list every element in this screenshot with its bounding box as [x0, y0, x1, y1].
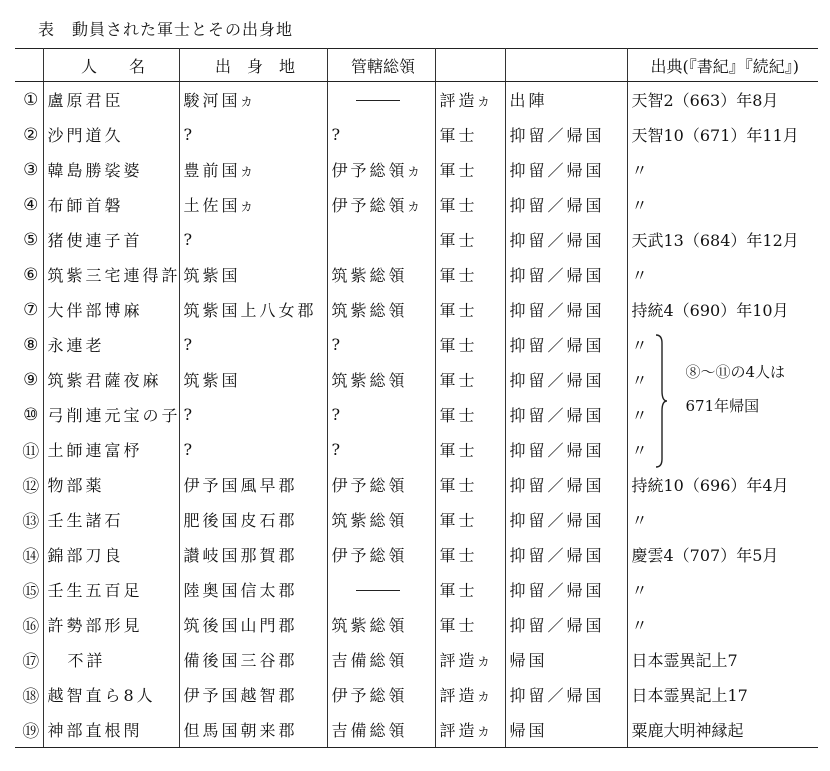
table-row — [15, 222, 818, 257]
sokan-cell — [327, 222, 435, 257]
table-row — [15, 677, 818, 712]
sokan-cell — [327, 397, 435, 432]
person-name: 許勢部形見 — [43, 607, 179, 642]
role-cell — [435, 537, 505, 572]
source-text: 〃 — [631, 196, 648, 215]
fate-cell: 抑留／帰国 — [505, 362, 627, 397]
sokan-text: 伊予総領 — [331, 686, 408, 705]
katakana-mark: カ — [240, 95, 256, 109]
role-text: 軍士 — [439, 406, 478, 425]
role-text: 評造 — [439, 686, 478, 705]
origin-text: 筑後国山門郡 — [183, 616, 298, 635]
sokan-cell — [327, 677, 435, 712]
sokan-text: 伊予総領 — [331, 546, 408, 565]
role-text: 軍士 — [439, 336, 478, 355]
source-cell — [627, 292, 818, 327]
source-text: 〃 — [631, 616, 648, 635]
dash-line — [356, 100, 400, 101]
fate-cell: 抑留／帰国 — [505, 327, 627, 362]
sokan-text: 伊予総領 — [331, 476, 408, 495]
origin-cell — [179, 82, 327, 118]
sokan-text: 筑紫総領 — [331, 266, 408, 285]
sokan-cell — [327, 327, 435, 362]
table-row — [15, 82, 818, 118]
header-role — [435, 49, 505, 82]
katakana-mark: カ — [477, 725, 493, 739]
katakana-mark: カ — [477, 95, 493, 109]
row-number: ⑮ — [15, 572, 43, 607]
role-cell — [435, 677, 505, 712]
origin-cell — [179, 292, 327, 327]
row-number: ① — [15, 82, 43, 118]
row-number: ⑫ — [15, 467, 43, 502]
soldiers-table — [15, 48, 818, 748]
role-cell — [435, 572, 505, 607]
sokan-text: 筑紫総領 — [331, 511, 408, 530]
origin-cell — [179, 502, 327, 537]
origin-text: 讃岐国那賀郡 — [183, 546, 298, 565]
origin-text: 肥後国皮石郡 — [183, 511, 298, 530]
source-cell — [627, 712, 818, 748]
sokan-text: 伊予総領 — [331, 161, 408, 180]
role-cell — [435, 187, 505, 222]
person-name: 越智直ら8人 — [43, 677, 179, 712]
origin-text: 伊予国風早郡 — [183, 476, 298, 495]
table-row — [15, 537, 818, 572]
source-text: 天智10（671）年11月 — [631, 126, 799, 145]
origin-cell — [179, 642, 327, 677]
role-cell — [435, 117, 505, 152]
fate-cell: 抑留／帰国 — [505, 467, 627, 502]
sokan-cell — [327, 257, 435, 292]
role-cell — [435, 327, 505, 362]
table-row — [15, 152, 818, 187]
source-cell — [627, 117, 818, 152]
note-line-2: 671年帰国 — [685, 397, 760, 415]
header-origin: 出 身 地 — [179, 49, 327, 82]
role-cell — [435, 432, 505, 467]
header-fate — [505, 49, 627, 82]
row-number: ⑩ — [15, 397, 43, 432]
source-cell — [627, 257, 818, 292]
dash-line — [356, 590, 400, 591]
origin-text: 伊予国越智郡 — [183, 686, 298, 705]
row-number: ⑤ — [15, 222, 43, 257]
person-name: 壬生諸石 — [43, 502, 179, 537]
sokan-text: ? — [331, 125, 344, 144]
origin-cell — [179, 572, 327, 607]
source-cell — [627, 82, 818, 118]
sokan-text: 筑紫総領 — [331, 301, 408, 320]
role-text: 評造 — [439, 721, 478, 740]
source-cell — [627, 222, 818, 257]
fate-cell: 帰国 — [505, 642, 627, 677]
source-text: 天武13（684）年12月 — [631, 231, 799, 250]
row-number: ⑬ — [15, 502, 43, 537]
source-text: 〃 — [631, 581, 648, 600]
fate-cell: 抑留／帰国 — [505, 117, 627, 152]
sokan-text: ? — [331, 335, 344, 354]
source-cell — [627, 572, 818, 607]
katakana-mark: カ — [240, 165, 256, 179]
origin-text: 備後国三谷郡 — [183, 651, 298, 670]
row-number: ⑯ — [15, 607, 43, 642]
person-name: 筑紫君薩夜麻 — [43, 362, 179, 397]
role-cell — [435, 467, 505, 502]
role-cell — [435, 642, 505, 677]
table-row — [15, 642, 818, 677]
person-name: 筑紫三宅連得許 — [43, 257, 179, 292]
role-text: 軍士 — [439, 231, 478, 250]
origin-cell — [179, 712, 327, 748]
person-name: 神部直根閇 — [43, 712, 179, 748]
sokan-text: 吉備総領 — [331, 721, 408, 740]
fate-cell: 抑留／帰国 — [505, 502, 627, 537]
sokan-cell — [327, 572, 435, 607]
fate-cell: 抑留／帰国 — [505, 572, 627, 607]
origin-text: ? — [183, 405, 196, 424]
role-cell — [435, 257, 505, 292]
source-text: 持統10（696）年4月 — [631, 476, 789, 495]
origin-text: ? — [183, 335, 196, 354]
source-text: 天智2（663）年8月 — [631, 91, 779, 110]
sokan-text: ? — [331, 405, 344, 424]
person-name: 布師首磐 — [43, 187, 179, 222]
person-name: 韓島勝裟婆 — [43, 152, 179, 187]
person-name: 土師連富杼 — [43, 432, 179, 467]
fate-cell: 抑留／帰国 — [505, 677, 627, 712]
fate-cell: 抑留／帰国 — [505, 187, 627, 222]
sokan-cell — [327, 712, 435, 748]
origin-text: 豊前国 — [183, 161, 241, 180]
source-text: 慶雲4（707）年5月 — [631, 546, 779, 565]
table-row — [15, 607, 818, 642]
sokan-cell — [327, 362, 435, 397]
person-name: 大伴部博麻 — [43, 292, 179, 327]
note-line-1: ⑧〜⑪の4人は — [685, 363, 786, 381]
origin-cell — [179, 467, 327, 502]
role-cell — [435, 397, 505, 432]
sokan-text: 筑紫総領 — [331, 371, 408, 390]
katakana-mark: カ — [407, 165, 423, 179]
source-text: 〃 — [631, 371, 648, 390]
origin-text: 筑紫国上八女郡 — [183, 301, 317, 320]
table-row — [15, 572, 818, 607]
origin-text: 駿河国 — [183, 91, 241, 110]
origin-cell — [179, 327, 327, 362]
source-text: 〃 — [631, 511, 648, 530]
role-text: 軍士 — [439, 511, 478, 530]
source-text: 〃 — [631, 161, 648, 180]
row-number: ⑨ — [15, 362, 43, 397]
origin-text: 土佐国 — [183, 196, 241, 215]
source-text: 〃 — [631, 266, 648, 285]
role-cell — [435, 362, 505, 397]
source-cell — [627, 677, 818, 712]
role-cell — [435, 502, 505, 537]
table-row — [15, 327, 818, 362]
role-text: 軍士 — [439, 581, 478, 600]
origin-cell — [179, 187, 327, 222]
source-text: 〃 — [631, 406, 648, 425]
role-cell — [435, 82, 505, 118]
fate-cell: 抑留／帰国 — [505, 537, 627, 572]
source-cell — [627, 607, 818, 642]
sokan-cell — [327, 502, 435, 537]
katakana-mark: カ — [477, 655, 493, 669]
source-text: 日本霊異記上17 — [631, 686, 748, 705]
row-number: ⑲ — [15, 712, 43, 748]
origin-cell — [179, 152, 327, 187]
brace-icon — [654, 331, 668, 471]
sokan-cell — [327, 642, 435, 677]
person-name: 錦部刀良 — [43, 537, 179, 572]
role-cell — [435, 712, 505, 748]
row-number: ④ — [15, 187, 43, 222]
person-name: 不詳 — [43, 642, 179, 677]
row-number: ⑦ — [15, 292, 43, 327]
origin-cell — [179, 362, 327, 397]
person-name: 猪使連子首 — [43, 222, 179, 257]
person-name: 沙門道久 — [43, 117, 179, 152]
fate-cell: 抑留／帰国 — [505, 607, 627, 642]
origin-cell — [179, 222, 327, 257]
role-text: 軍士 — [439, 476, 478, 495]
table-row — [15, 467, 818, 502]
role-cell — [435, 607, 505, 642]
sokan-cell — [327, 537, 435, 572]
row-number: ③ — [15, 152, 43, 187]
role-text: 軍士 — [439, 371, 478, 390]
table-caption: 表 動員された軍士とその出身地 — [38, 20, 294, 39]
source-text: 持統4（690）年10月 — [631, 301, 789, 320]
sokan-cell — [327, 117, 435, 152]
person-name: 永連老 — [43, 327, 179, 362]
person-name: 物部薬 — [43, 467, 179, 502]
role-text: 軍士 — [439, 266, 478, 285]
fate-cell: 出陣 — [505, 82, 627, 118]
sokan-text: 吉備総領 — [331, 651, 408, 670]
origin-cell — [179, 117, 327, 152]
sokan-cell — [327, 607, 435, 642]
fate-cell: 抑留／帰国 — [505, 397, 627, 432]
source-text: 〃 — [631, 441, 648, 460]
person-name: 壬生五百足 — [43, 572, 179, 607]
sokan-cell — [327, 82, 435, 118]
katakana-mark: カ — [407, 200, 423, 214]
table-row — [15, 432, 818, 467]
sokan-cell — [327, 432, 435, 467]
origin-cell — [179, 677, 327, 712]
sokan-cell — [327, 152, 435, 187]
table-row — [15, 712, 818, 748]
role-cell — [435, 292, 505, 327]
source-cell — [627, 187, 818, 222]
role-text: 評造 — [439, 91, 478, 110]
row-number: ② — [15, 117, 43, 152]
table-row — [15, 187, 818, 222]
role-text: 軍士 — [439, 441, 478, 460]
fate-cell: 抑留／帰国 — [505, 257, 627, 292]
source-cell — [627, 152, 818, 187]
row-number: ⑥ — [15, 257, 43, 292]
sokan-cell — [327, 187, 435, 222]
sokan-cell — [327, 292, 435, 327]
role-text: 軍士 — [439, 546, 478, 565]
source-cell — [627, 502, 818, 537]
origin-cell — [179, 257, 327, 292]
katakana-mark: カ — [240, 200, 256, 214]
origin-text: 筑紫国 — [183, 266, 241, 285]
origin-cell — [179, 397, 327, 432]
origin-text: 筑紫国 — [183, 371, 241, 390]
person-name: 盧原君臣 — [43, 82, 179, 118]
origin-cell — [179, 432, 327, 467]
row-number: ⑭ — [15, 537, 43, 572]
sokan-text: ? — [331, 440, 344, 459]
fate-cell: 抑留／帰国 — [505, 152, 627, 187]
table-row — [15, 117, 818, 152]
origin-text: ? — [183, 440, 196, 459]
header-no — [15, 49, 43, 82]
origin-text: ? — [183, 230, 196, 249]
role-text: 軍士 — [439, 616, 478, 635]
row-number: ⑧ — [15, 327, 43, 362]
row-number: ⑰ — [15, 642, 43, 677]
row-number: ⑱ — [15, 677, 43, 712]
source-text: 〃 — [631, 336, 648, 355]
sokan-text: 伊予総領 — [331, 196, 408, 215]
sokan-text: 筑紫総領 — [331, 616, 408, 635]
role-text: 軍士 — [439, 126, 478, 145]
header-row — [15, 49, 818, 82]
table-body — [15, 82, 818, 748]
katakana-mark: カ — [477, 690, 493, 704]
origin-cell — [179, 537, 327, 572]
table-row — [15, 257, 818, 292]
fate-cell: 抑留／帰国 — [505, 222, 627, 257]
fate-cell: 抑留／帰国 — [505, 432, 627, 467]
role-text: 軍士 — [439, 196, 478, 215]
header-name: 人 名 — [43, 49, 179, 82]
role-text: 評造 — [439, 651, 478, 670]
table-row — [15, 502, 818, 537]
table-row — [15, 292, 818, 327]
person-name: 弓削連元宝の子 — [43, 397, 179, 432]
fate-cell: 帰国 — [505, 712, 627, 748]
source-cell — [627, 642, 818, 677]
sokan-cell — [327, 467, 435, 502]
role-cell — [435, 222, 505, 257]
source-cell — [627, 537, 818, 572]
role-cell — [435, 152, 505, 187]
origin-text: 但馬国朝来郡 — [183, 721, 298, 740]
origin-text: ? — [183, 125, 196, 144]
header-sokan: 管轄総領 — [327, 49, 435, 82]
source-text: 日本霊異記上7 — [631, 651, 738, 670]
source-text: 粟鹿大明神縁起 — [631, 721, 744, 740]
role-text: 軍士 — [439, 161, 478, 180]
row-number: ⑪ — [15, 432, 43, 467]
origin-text: 陸奥国信太郡 — [183, 581, 298, 600]
source-cell — [627, 467, 818, 502]
source-cell — [627, 327, 818, 415]
header-source: 出典(『書紀』『続紀』) — [627, 49, 818, 82]
role-text: 軍士 — [439, 301, 478, 320]
fate-cell: 抑留／帰国 — [505, 292, 627, 327]
origin-cell — [179, 607, 327, 642]
